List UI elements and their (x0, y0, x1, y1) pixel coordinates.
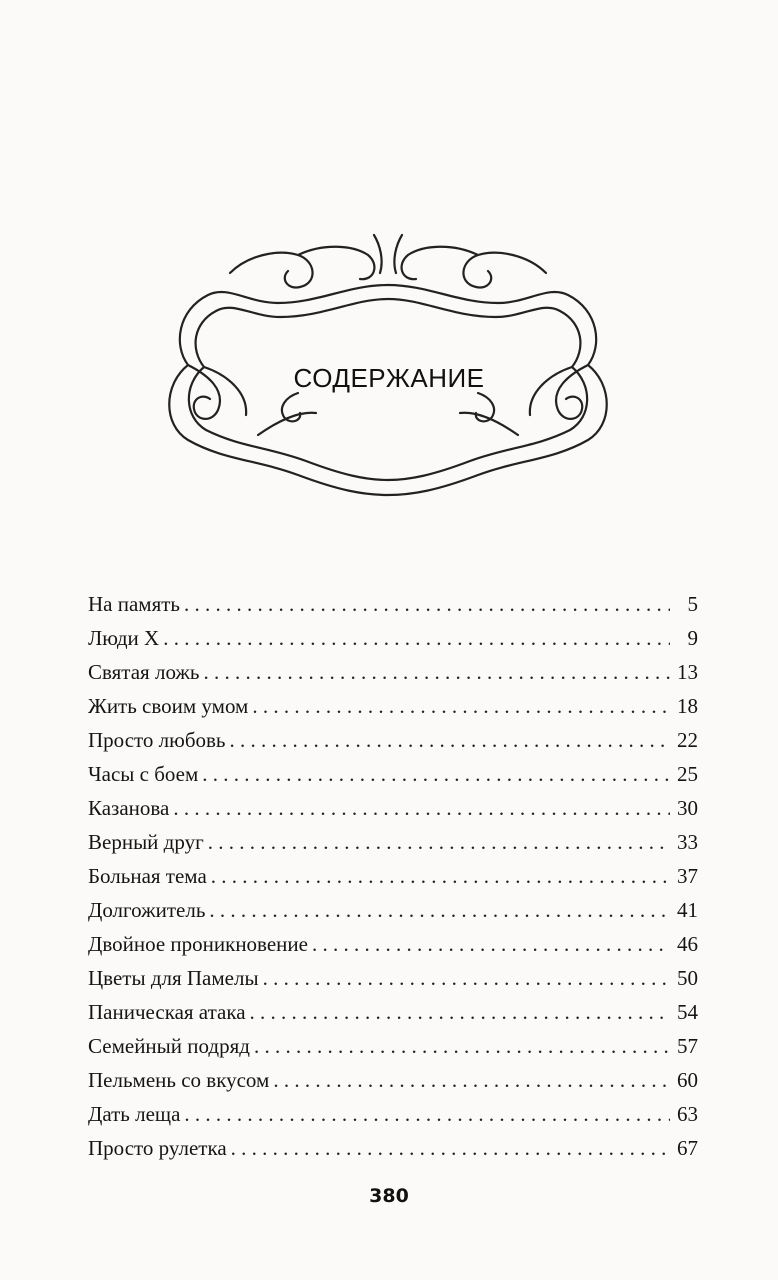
toc-entry-title: Больная тема (88, 864, 207, 888)
toc-entry-title: Жить своим умом (88, 694, 249, 718)
toc-entry-title: Просто любовь (88, 728, 226, 752)
toc-leader-dots (312, 927, 670, 961)
toc-entry-page: 67 (677, 1136, 698, 1160)
toc-entry (88, 723, 698, 757)
table-of-contents (88, 587, 698, 1165)
toc-entry-page: 18 (677, 694, 698, 718)
toc-entry-title: На память (88, 592, 180, 616)
toc-entry-title: Верный друг (88, 830, 204, 854)
toc-entry (88, 791, 698, 825)
toc-leader-dots (202, 757, 670, 791)
toc-entry (88, 621, 698, 655)
toc-entry-page: 60 (677, 1068, 698, 1092)
toc-entry-page: 30 (677, 796, 698, 820)
toc-entry-title: Казанова (88, 796, 170, 820)
toc-entry-title: Люди X (88, 626, 160, 650)
toc-leader-dots (204, 655, 670, 689)
toc-leader-dots (184, 1097, 670, 1131)
toc-entry (88, 757, 698, 791)
toc-leader-dots (163, 621, 670, 655)
toc-entry-title: Дать леща (88, 1102, 181, 1126)
toc-leader-dots (173, 791, 670, 825)
toc-entry-page: 63 (677, 1102, 698, 1126)
toc-leader-dots (209, 893, 670, 927)
toc-entry (88, 1063, 698, 1097)
toc-entry (88, 825, 698, 859)
toc-entry (88, 961, 698, 995)
toc-entry-title: Святая ложь (88, 660, 200, 684)
toc-entry-title: Цветы для Памелы (88, 966, 259, 990)
toc-entry-page: 37 (677, 864, 698, 888)
toc-entry-page: 41 (677, 898, 698, 922)
toc-entry (88, 859, 698, 893)
toc-entry (88, 927, 698, 961)
toc-entry-title: Двойное проникновение (88, 932, 308, 956)
toc-entry (88, 655, 698, 689)
toc-entry-page: 33 (677, 830, 698, 854)
toc-entry-page: 50 (677, 966, 698, 990)
toc-entry (88, 1029, 698, 1063)
toc-entry-page: 22 (677, 728, 698, 752)
toc-entry-title: Просто рулетка (88, 1136, 227, 1160)
toc-entry-title: Паническая атака (88, 1000, 246, 1024)
toc-entry (88, 893, 698, 927)
toc-entry-title: Долгожитель (88, 898, 206, 922)
toc-entry-page: 5 (687, 592, 698, 616)
toc-entry-title: Семейный подряд (88, 1034, 250, 1058)
page-number: 380 (369, 1185, 409, 1207)
toc-entry-title: Пельмень со вкусом (88, 1068, 270, 1092)
toc-leader-dots (254, 1029, 670, 1063)
toc-entry (88, 587, 698, 621)
toc-leader-dots (273, 1063, 670, 1097)
toc-leader-dots (230, 723, 670, 757)
toc-entry (88, 689, 698, 723)
contents-heading: СОДЕРЖАНИЕ (293, 363, 485, 393)
toc-leader-dots (184, 587, 670, 621)
toc-entry-page: 57 (677, 1034, 698, 1058)
toc-leader-dots (263, 961, 670, 995)
toc-entry (88, 1097, 698, 1131)
toc-entry-page: 46 (677, 932, 698, 956)
toc-entry-page: 13 (677, 660, 698, 684)
toc-entry (88, 1131, 698, 1165)
toc-entry-page: 9 (687, 626, 698, 650)
toc-leader-dots (231, 1131, 670, 1165)
toc-leader-dots (252, 689, 670, 723)
toc-leader-dots (208, 825, 670, 859)
toc-leader-dots (250, 995, 670, 1029)
toc-entry-title: Часы с боем (88, 762, 199, 786)
toc-entry-page: 54 (677, 1000, 698, 1024)
toc-entry (88, 995, 698, 1029)
toc-leader-dots (211, 859, 670, 893)
toc-entry-page: 25 (677, 762, 698, 786)
